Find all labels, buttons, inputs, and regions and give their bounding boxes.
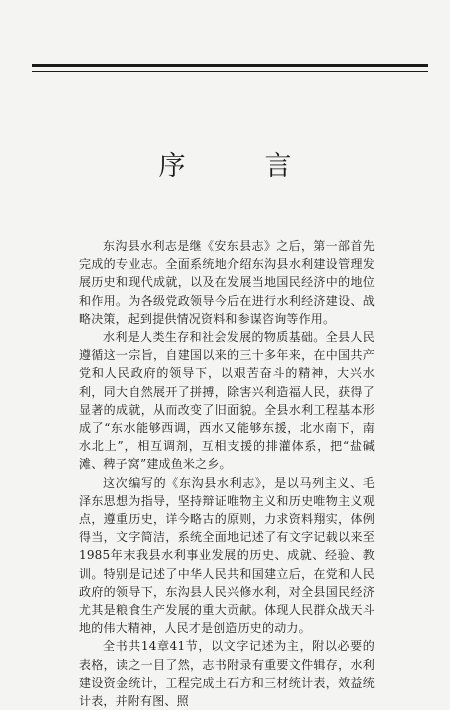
header-rule-thin	[32, 71, 428, 72]
paragraph-4: 全书共14章41节，以文字记述为主，附以必要的表格，读之一目了然，志书附录有重要文件辑存，水利建设资金统计，工程完成土石方和三材统计表，效益统计表，并附有图、照	[79, 639, 375, 709]
page-title: 序 言	[158, 151, 318, 182]
body-text	[79, 237, 375, 710]
paragraph-1: 东沟县水利志是继《安东县志》之后，第一部首先完成的专业志。全面系统地介绍东沟县水利建设管理发展历史和现代成就，以及在发展当地国民经济中的地位和作用。为各级党政领导今后在进行水利经济建设、战略决策，起到提供情况资料和参谋咨询等作用。	[79, 239, 375, 326]
paragraph-2: 水利是人类生存和社会发展的物质基础。全县人民遵循这一宗旨，自建国以来的三十多年来，在中国共产党和人民政府的领导下，以艰苦奋斗的精神，大兴水利，同大自然展开了拼搏，除害兴利造福人民，获得了显著的成就，从而改变了旧面貌。全县水利工程基本形成了“东水能够西调，西水又能够东援，北水南下，南水北上”，相互调剂，互相支援的排灌体系，把“盐碱滩、稗子窝”建成鱼米之乡。	[79, 330, 375, 472]
paragraph-3: 这次编写的《东沟县水利志》，是以马列主义、毛泽东思想为指导，坚持辩证唯物主义和历史唯物主义观点，遵重历史，详今略古的原则，力求资料翔实，体例得当，文字简洁，系统全面地记述了有文字记载以来至1985年末我县水利事业发展的历史、成就、经验、教训。特别是记述了中华人民共和国建立后，在党和人民政府的领导下，东沟县人民兴修水利，对全县国民经济尤其是粮食生产发展的重大贡献。体现人民群众战天斗地的伟大精神，人民才是创造历史的动力。	[79, 475, 375, 636]
header-rule-thick	[32, 64, 428, 67]
